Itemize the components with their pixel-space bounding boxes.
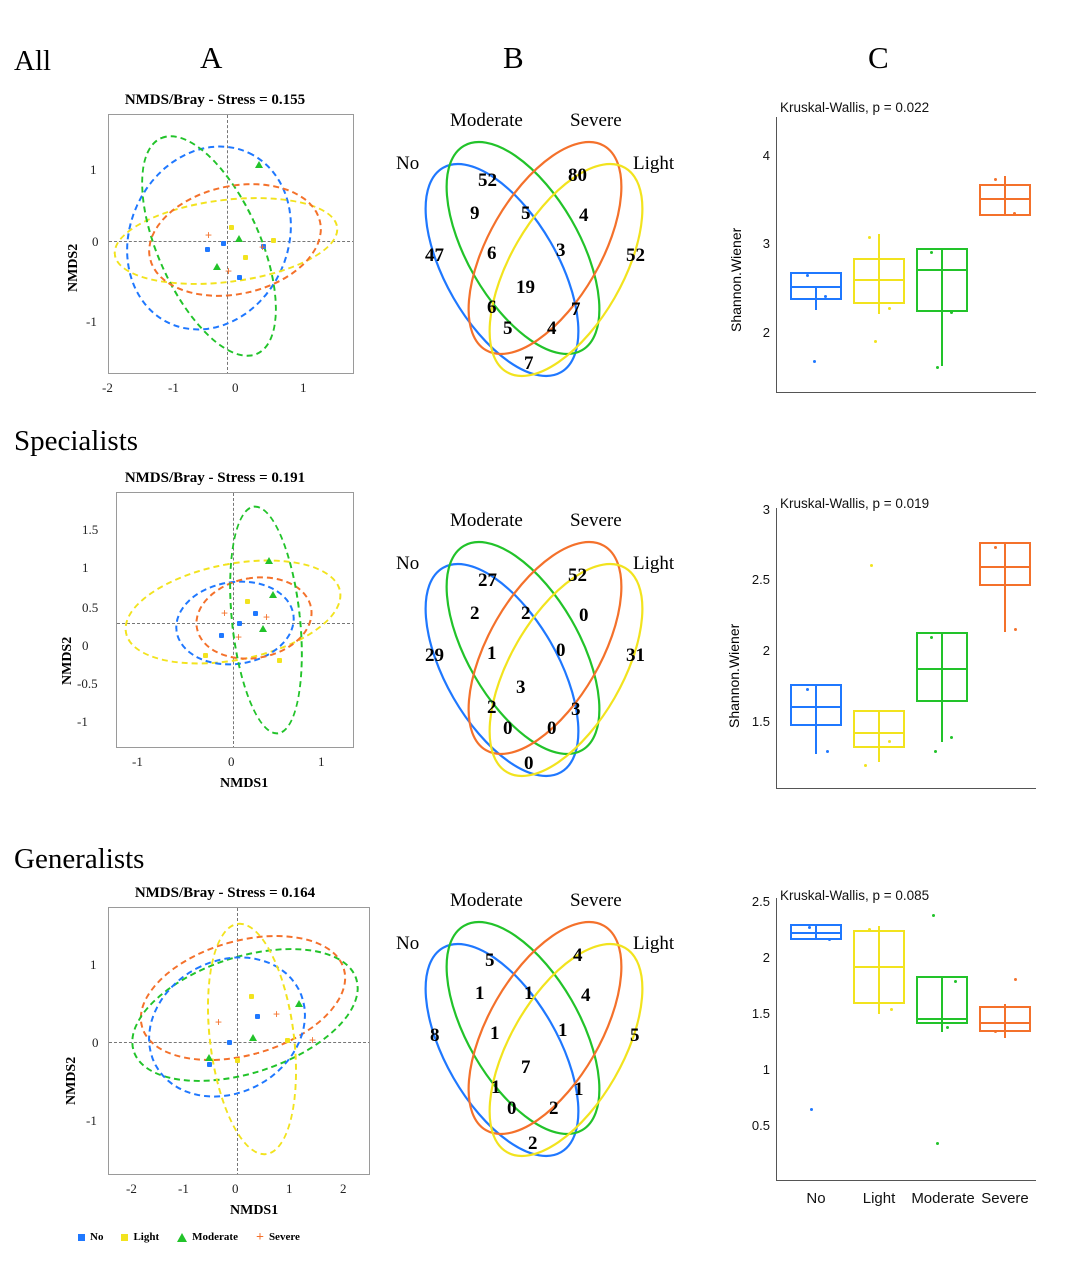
- nmds-specialists-ytick: 1.5: [82, 522, 99, 537]
- point: [235, 1058, 240, 1063]
- point: +: [221, 606, 229, 620]
- boxplot-all-ytick: 2: [762, 325, 770, 340]
- nmds-plot-all: [60, 92, 370, 402]
- venn-label-moderate: Moderate: [450, 510, 523, 531]
- venn-value: 3: [516, 677, 526, 698]
- data-point: [936, 366, 939, 369]
- data-point: [950, 311, 953, 314]
- venn-label-moderate: Moderate: [450, 110, 523, 131]
- nmds-generalists-xtick: 2: [340, 1181, 347, 1196]
- nmds-all-title: NMDS/Bray - Stress = 0.155: [124, 92, 306, 108]
- legend-marker-severe-icon: +: [255, 1229, 264, 1245]
- venn-value: 1: [475, 983, 485, 1004]
- nmds-specialists-ytick: -1: [77, 714, 88, 729]
- boxplot-specialists-annotation: Kruskal-Wallis, p = 0.019: [780, 496, 930, 511]
- boxplot-all-ytick: 3: [762, 236, 770, 251]
- point: [227, 1040, 232, 1045]
- boxplot-generalists-annotation: Kruskal-Wallis, p = 0.085: [780, 888, 930, 903]
- median-line: [979, 1022, 1031, 1024]
- point: +: [259, 240, 267, 254]
- data-point: [994, 546, 997, 549]
- point: [237, 621, 242, 626]
- point: [249, 1034, 257, 1041]
- median-line: [853, 732, 905, 734]
- boxplot-generalists-xtick: Moderate: [911, 1190, 975, 1207]
- legend-item-no: [78, 1231, 103, 1243]
- point: [235, 235, 243, 242]
- point: +: [263, 610, 271, 624]
- venn-value: 5: [630, 1025, 640, 1046]
- venn-value: 1: [487, 643, 497, 664]
- data-point: [1014, 628, 1017, 631]
- boxplot-generalists-ytick: 0.5: [751, 1118, 770, 1133]
- boxplot-specialists-ytick: 2.5: [751, 572, 770, 587]
- nmds-all-ylabel: NMDS2: [66, 243, 81, 292]
- nmds-generalists-title: NMDS/Bray - Stress = 0.164: [134, 885, 316, 901]
- venn-value: 4: [581, 985, 591, 1006]
- data-point: [826, 750, 829, 753]
- venn-label-no: No: [396, 553, 420, 574]
- point: +: [225, 264, 233, 278]
- nmds-plot-generalists: [60, 885, 390, 1225]
- venn-value: 3: [571, 699, 581, 720]
- boxplot-generalists-ytick: 1: [762, 1062, 770, 1077]
- venn-value: 1: [558, 1020, 568, 1041]
- legend-marker-light-icon: [121, 1234, 128, 1241]
- point: [295, 1000, 303, 1007]
- boxplot-all-yaxis: [776, 117, 777, 392]
- venn-value: 2: [528, 1133, 538, 1154]
- boxplot-specialists-ytick: 2: [762, 643, 770, 658]
- boxplot-generalists-xaxis: [776, 1180, 1036, 1181]
- median-line: [790, 932, 842, 934]
- data-point: [868, 928, 871, 931]
- boxplot-all-ytick: 4: [762, 148, 770, 163]
- venn-value: 0: [524, 753, 534, 774]
- median-line: [916, 269, 968, 271]
- data-point: [864, 764, 867, 767]
- nmds-all-xtick: -2: [102, 380, 113, 395]
- median-line: [790, 706, 842, 708]
- data-point: [954, 980, 957, 983]
- column-header-a: A: [200, 40, 223, 75]
- row-header-specialists: Specialists: [14, 425, 139, 457]
- venn-value: 5: [485, 950, 495, 971]
- point: [249, 994, 254, 999]
- point: [269, 591, 277, 598]
- nmds-specialists-plot-area: [116, 492, 354, 748]
- point: [277, 658, 282, 663]
- venn-value: 4: [573, 945, 583, 966]
- venn-value: 47: [425, 245, 444, 266]
- point: [205, 1054, 213, 1061]
- legend-label-moderate: Moderate: [192, 1231, 238, 1243]
- nmds-specialists-ytick: 0: [82, 638, 89, 653]
- boxplot-generalists-ytick: 2: [762, 950, 770, 965]
- row-header-all: All: [14, 45, 52, 77]
- nmds-generalists-xtick: -1: [178, 1181, 189, 1196]
- data-point: [890, 1008, 893, 1011]
- venn-label-severe: Severe: [570, 510, 622, 531]
- venn-value: 7: [524, 353, 534, 374]
- nmds-specialists-ylabel: NMDS2: [60, 636, 75, 685]
- point: [203, 653, 208, 658]
- venn-value: 2: [470, 603, 480, 624]
- venn-label-no: No: [396, 933, 420, 954]
- data-point: [994, 1030, 997, 1033]
- point: [221, 241, 226, 246]
- venn-value: 80: [568, 165, 587, 186]
- nmds-all-plot-area: [108, 114, 354, 374]
- box: [790, 684, 842, 726]
- venn-value: 52: [478, 170, 497, 191]
- column-header-c: C: [868, 40, 889, 75]
- venn-label-light: Light: [633, 933, 675, 954]
- boxplot-specialists-yaxis: [776, 508, 777, 788]
- nmds-specialists-xtick: -1: [132, 754, 143, 769]
- data-point: [813, 360, 816, 363]
- boxplot-all-ylabel: Shannon.Wiener: [728, 227, 744, 332]
- nmds-all-ytick: 0: [92, 234, 99, 249]
- venn-value: 52: [626, 245, 645, 266]
- venn-value: 1: [574, 1079, 584, 1100]
- venn-diagram-all: [390, 105, 680, 405]
- column-header-b: B: [503, 40, 524, 75]
- boxplot-generalists-ytick: 2.5: [751, 894, 770, 909]
- point: [259, 625, 267, 632]
- box: [916, 976, 968, 1024]
- venn-label-severe: Severe: [570, 110, 622, 131]
- venn-label-light: Light: [633, 153, 675, 174]
- nmds-generalists-plot-area: [108, 907, 370, 1175]
- venn-diagram-specialists: [390, 505, 680, 805]
- boxplot-generalists-yaxis: [776, 898, 777, 1180]
- venn-value: 5: [503, 318, 513, 339]
- venn-value: 31: [626, 645, 645, 666]
- point: +: [309, 1033, 317, 1047]
- venn-value: 27: [478, 570, 497, 591]
- point: [237, 275, 242, 280]
- point: [285, 1038, 290, 1043]
- data-point: [808, 926, 811, 929]
- box: [853, 258, 905, 304]
- venn-value: 0: [503, 718, 513, 739]
- point: [255, 1014, 260, 1019]
- legend-item-light: [121, 1231, 159, 1243]
- venn-value: 0: [547, 718, 557, 739]
- data-point: [868, 236, 871, 239]
- median-line: [790, 286, 842, 288]
- data-point: [888, 307, 891, 310]
- point: [271, 238, 276, 243]
- box: [979, 184, 1031, 216]
- nmds-plot-specialists: [60, 470, 370, 800]
- data-point: [828, 938, 831, 941]
- data-point: [930, 636, 933, 639]
- box: [916, 632, 968, 702]
- point: +: [205, 228, 213, 242]
- venn-value: 2: [549, 1098, 559, 1119]
- legend: [78, 1231, 300, 1243]
- median-line: [853, 279, 905, 281]
- venn-value: 19: [516, 277, 535, 298]
- legend-marker-no-icon: [78, 1234, 85, 1241]
- data-point: [888, 740, 891, 743]
- nmds-specialists-xlabel: NMDS1: [220, 776, 269, 791]
- point: [219, 633, 224, 638]
- venn-value: 4: [547, 318, 557, 339]
- data-point: [950, 736, 953, 739]
- boxplot-specialists: [718, 488, 1038, 798]
- venn-label-moderate: Moderate: [450, 890, 523, 911]
- venn-value: 0: [507, 1098, 517, 1119]
- legend-label-no: No: [90, 1231, 104, 1243]
- venn-value: 29: [425, 645, 444, 666]
- data-point: [932, 914, 935, 917]
- boxplot-specialists-ylabel: Shannon.Wiener: [726, 623, 742, 728]
- venn-value: 0: [556, 640, 566, 661]
- median-line: [979, 566, 1031, 568]
- point: [229, 225, 234, 230]
- median-line: [916, 668, 968, 670]
- nmds-specialists-title: NMDS/Bray - Stress = 0.191: [124, 470, 306, 486]
- nmds-generalists-xtick: -2: [126, 1181, 137, 1196]
- venn-value: 0: [579, 605, 589, 626]
- boxplot-generalists-xtick: No: [806, 1190, 826, 1207]
- point: [213, 263, 221, 270]
- nmds-generalists-ytick: -1: [86, 1113, 97, 1128]
- boxplot-all-xaxis: [776, 392, 1036, 393]
- point: [265, 557, 273, 564]
- median-line: [979, 198, 1031, 200]
- nmds-generalists-ytick: 1: [90, 957, 97, 972]
- venn-label-no: No: [396, 153, 420, 174]
- boxplot-generalists-xtick: Severe: [981, 1190, 1029, 1207]
- nmds-generalists-xtick: 1: [286, 1181, 293, 1196]
- box: [853, 710, 905, 748]
- data-point: [806, 688, 809, 691]
- boxplot-all: [718, 92, 1038, 402]
- nmds-specialists-xtick: 0: [228, 754, 235, 769]
- nmds-specialists-ytick: 0.5: [82, 600, 99, 615]
- point: +: [273, 1007, 281, 1021]
- venn-label-severe: Severe: [570, 890, 622, 911]
- point: +: [235, 630, 243, 644]
- point: [207, 1062, 212, 1067]
- point: [205, 247, 210, 252]
- data-point: [810, 1108, 813, 1111]
- median-line: [853, 966, 905, 968]
- legend-marker-moderate-icon: [177, 1233, 187, 1242]
- legend-label-severe: Severe: [268, 1231, 300, 1243]
- nmds-generalists-ytick: 0: [92, 1035, 99, 1050]
- venn-value: 1: [524, 983, 534, 1004]
- nmds-all-xtick: -1: [168, 380, 179, 395]
- data-point: [936, 1142, 939, 1145]
- data-point: [934, 750, 937, 753]
- box: [979, 542, 1031, 586]
- point: [253, 611, 258, 616]
- venn-label-light: Light: [633, 553, 675, 574]
- legend-item-moderate: [177, 1231, 238, 1243]
- point: +: [215, 1015, 223, 1029]
- data-point: [806, 274, 809, 277]
- data-point: [1014, 978, 1017, 981]
- venn-value: 7: [521, 1057, 531, 1078]
- data-point: [824, 295, 827, 298]
- data-point: [946, 1026, 949, 1029]
- nmds-generalists-xtick: 0: [232, 1181, 239, 1196]
- venn-value: 5: [521, 203, 531, 224]
- venn-value: 9: [470, 203, 480, 224]
- median-line: [916, 1018, 968, 1020]
- boxplot-generalists-ytick: 1.5: [751, 1006, 770, 1021]
- nmds-all-ytick: 1: [90, 162, 97, 177]
- box: [979, 1006, 1031, 1032]
- venn-value: 4: [579, 205, 589, 226]
- nmds-all-xtick: 0: [232, 380, 239, 395]
- venn-diagram-generalists: [390, 885, 680, 1185]
- data-point: [870, 564, 873, 567]
- venn-value: 3: [556, 240, 566, 261]
- venn-value: 1: [490, 1023, 500, 1044]
- data-point: [930, 251, 933, 254]
- boxplot-generalists-xtick: Light: [862, 1190, 896, 1207]
- nmds-generalists-xlabel: NMDS1: [230, 1203, 279, 1218]
- boxplot-all-annotation: Kruskal-Wallis, p = 0.022: [780, 100, 930, 115]
- data-point: [1013, 212, 1016, 215]
- boxplot-specialists-ytick: 1.5: [751, 714, 770, 729]
- boxplot-specialists-xaxis: [776, 788, 1036, 789]
- venn-value: 6: [487, 297, 497, 318]
- data-point: [994, 178, 997, 181]
- row-header-generalists: Generalists: [14, 843, 145, 875]
- nmds-specialists-ytick: -0.5: [77, 676, 98, 691]
- nmds-all-xtick: 1: [300, 380, 307, 395]
- box: [916, 248, 968, 312]
- nmds-generalists-ylabel: NMDS2: [64, 1056, 79, 1105]
- venn-value: 8: [430, 1025, 440, 1046]
- boxplot-generalists: [718, 880, 1038, 1220]
- data-point: [874, 340, 877, 343]
- venn-value: 6: [487, 243, 497, 264]
- venn-value: 7: [571, 299, 581, 320]
- nmds-specialists-ytick: 1: [82, 560, 89, 575]
- venn-value: 1: [491, 1077, 501, 1098]
- venn-value: 52: [568, 565, 587, 586]
- point: [245, 599, 250, 604]
- point: [243, 255, 248, 260]
- venn-value: 2: [521, 603, 531, 624]
- point: [255, 161, 263, 168]
- nmds-specialists-xtick: 1: [318, 754, 325, 769]
- legend-item-severe: [256, 1231, 300, 1243]
- nmds-all-ytick: -1: [86, 314, 97, 329]
- boxplot-specialists-ytick: 3: [762, 502, 770, 517]
- venn-value: 2: [487, 697, 497, 718]
- legend-label-light: Light: [133, 1231, 160, 1243]
